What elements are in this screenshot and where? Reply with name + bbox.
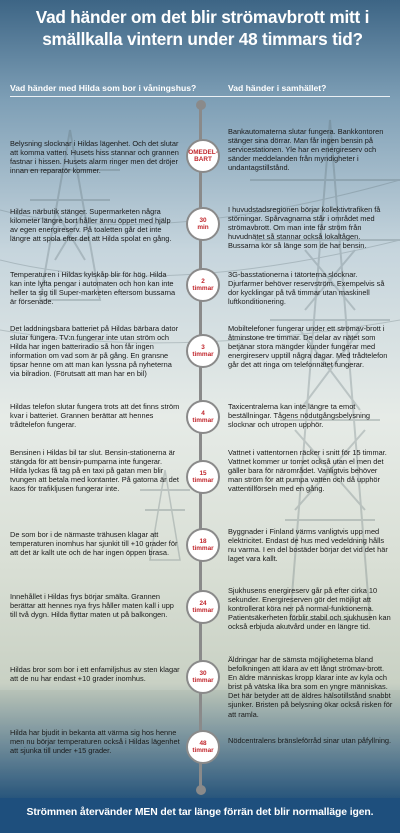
time-label: 2 timmar	[192, 278, 214, 292]
time-label: 48 timmar	[192, 740, 214, 754]
time-label: 3 timmar	[192, 344, 214, 358]
time-badge	[186, 139, 220, 173]
hilda-event-text: Hildas bror som bor i ett enfamiljshus av sten klagar att de nu har endast +10 grader inomhus.	[10, 665, 180, 684]
header	[0, 0, 400, 70]
time-label: 30 min	[197, 217, 209, 231]
hilda-event-text: Belysning slocknar i Hildas lägenhet. Och det slutar att komma vatten. Husets hiss stannar och grannen fastnar i hissen. Husets alarm ringer men det dröjer innan en reparatör kommer.	[10, 139, 179, 176]
society-event-text: Bankautomaterna slutar fungera. Bankkontoren stänger sina dörrar. Man får ingen bensin på servicestationen. Yle har en energireserv och sänder meddelanden från myndigheter i undantagstillstånd.	[228, 127, 384, 173]
society-event-text: Äldringar har de sämsta möjligheterna bland befolkningen att klara av ett långt strömav-brott. En äldre människas kropp klarar inte av kyla och brist på vätska lika bra som en yngre människas. Det här betyder att de äldres hälsotillstånd snabbt sjunker. Bristen på belysning ökar också risken för att ramla.	[228, 655, 393, 719]
column-heading-right: Vad händer i samhället?	[228, 83, 327, 93]
timeline-end-dot	[196, 785, 206, 795]
hilda-event-text: Hildas närbutik stänger. Supermarketen några kilometer längre bort håller ännu öppet med hjälp av egen energireserv. På toaletten går det inte längre att spola efter det att Hilda spolat en gång.	[10, 207, 172, 244]
time-badge	[186, 207, 220, 241]
timeline-start-dot	[196, 100, 206, 110]
society-event-text: Vattnet i vattentornen räcker i snitt för 15 timmar. Vattnet kommer ur tornet också utan el men det gäller bara för närområdet. Vanligtvis behöver man ström för att pumpa vatten och då upphör vattentillförseln med en gång.	[228, 448, 387, 494]
time-badge	[186, 730, 220, 764]
time-label: 24 timmar	[192, 600, 214, 614]
time-label: 15 timmar	[192, 470, 214, 484]
time-label: OMEDEL- BART	[188, 149, 218, 163]
footer-banner	[0, 798, 400, 833]
time-badge	[186, 590, 220, 624]
time-badge	[186, 460, 220, 494]
hilda-event-text: Bensinen i Hildas bil tar slut. Bensin-stationerna är stängda för att bensin-pumparna inte fungerar. Hilda lyckas få tag på en taxi på gatan men blir tvungen att betala med kontanter. På gatorna är det kaos för trafikljusen fungerar inte.	[10, 448, 179, 494]
hilda-event-text: Hilda har bjudit in bekanta att värma sig hos henne men nu börjar temperaturen också i Hildas lägenhet att sjunka till under +15 grader.	[10, 728, 180, 756]
society-event-text: 3G-basstationerna i tätorterna slocknar. Djurfarmer behöver reservström. Exempelvis så dor kycklingar på två timmar utan maskinell luftkonditionering.	[228, 270, 385, 307]
time-badge	[186, 528, 220, 562]
hilda-event-text: Det laddningsbara batteriet på Hildas bärbara dator slutar fungera. TV:n fungerar inte utan ström och Hilda har ingen batteriradio så hon får ingen information om vad som är på gång. En gransne tipsar henne om att man kan lyssna på nyheterna via bilradion. (Förutsatt att man har en bil)	[10, 324, 179, 379]
time-badge	[186, 400, 220, 434]
time-badge	[186, 268, 220, 302]
time-label: 4 timmar	[192, 410, 214, 424]
hilda-event-text: Temperaturen i Hildas kylskåp blir för hög. Hilda kan inte lyfta pengar i automaten och hon kan inte heller ta sig till Super-marketen eftersom bussarna är försenade.	[10, 270, 176, 307]
society-event-text: Taxicentralerna kan inte längre ta emot beställningar. Tågens nödutgångsbelysning slocknar och utropen upphör.	[228, 402, 371, 430]
column-heading-left: Vad händer med Hilda som bor i våningshus?	[10, 83, 197, 93]
hilda-event-text: Innehållet i Hildas frys börjar smälta. Grannen berättar att hennes nya frys håller maten kall i upp till två dygn. Hilda flyttar maten ut på balkongen.	[10, 592, 174, 620]
column-divider	[10, 96, 390, 97]
time-badge	[186, 334, 220, 368]
footer-text: Strömmen återvänder MEN det tar länge förrän det blir normalläge igen.	[26, 807, 374, 818]
society-event-text: Sjukhusens energireserv går på efter cirka 10 sekunder. Energireserven gör det möjligt att kontrollerat köra ner på normal-funktionerna. Patientsäkerheten förblir stabil och sjukhusen kan också erbjuda akutvård under en längre tid.	[228, 586, 391, 632]
society-event-text: Nödcentralens bränsleförråd sinar utan påfyllning.	[228, 736, 392, 745]
society-event-text: Mobiltelefoner fungerar under ett strömav-brott i åtminstone tre timmar. De delar av nätet som betjänar stora mängder kunder fungerar med energireserv upptill några dagar. Med trådtelefon går det att ringa om telefonnätet fungerar.	[228, 324, 388, 370]
hilda-event-text: Hildas telefon slutar fungera trots att det finns ström kvar i batteriet. Grannen berättar att hennes trådtelefon fungerar.	[10, 402, 180, 430]
page-title: Vad händer om det blir strömavbrott mitt i smällkalla vintern under 48 timmars tid?	[35, 7, 370, 49]
society-event-text: I huvudstadsregionen börjar kollektivtrafiken få störningar. Spårvagnarna står i området med strömavbrott. Om man inte får ström från huvudnätet så stannar också lokaltågen. Bussarna kör så länge som de har bensin.	[228, 205, 381, 251]
society-event-text: Byggnader i Finland värms vanligtvis upp med elektricitet. Endast de hus med vedeldning hålls nu varma. I en del bostäder börjar det vid det här laget vara kallt.	[228, 527, 388, 564]
time-label: 30 timmar	[192, 670, 214, 684]
time-badge	[186, 660, 220, 694]
hilda-event-text: De som bor i de närmaste trähusen klagar att temperaturen inomhus har sjunkit till +10 grader för att det är kallt ute och de har ingen öppen brasa.	[10, 530, 178, 558]
time-label: 18 timmar	[192, 538, 214, 552]
